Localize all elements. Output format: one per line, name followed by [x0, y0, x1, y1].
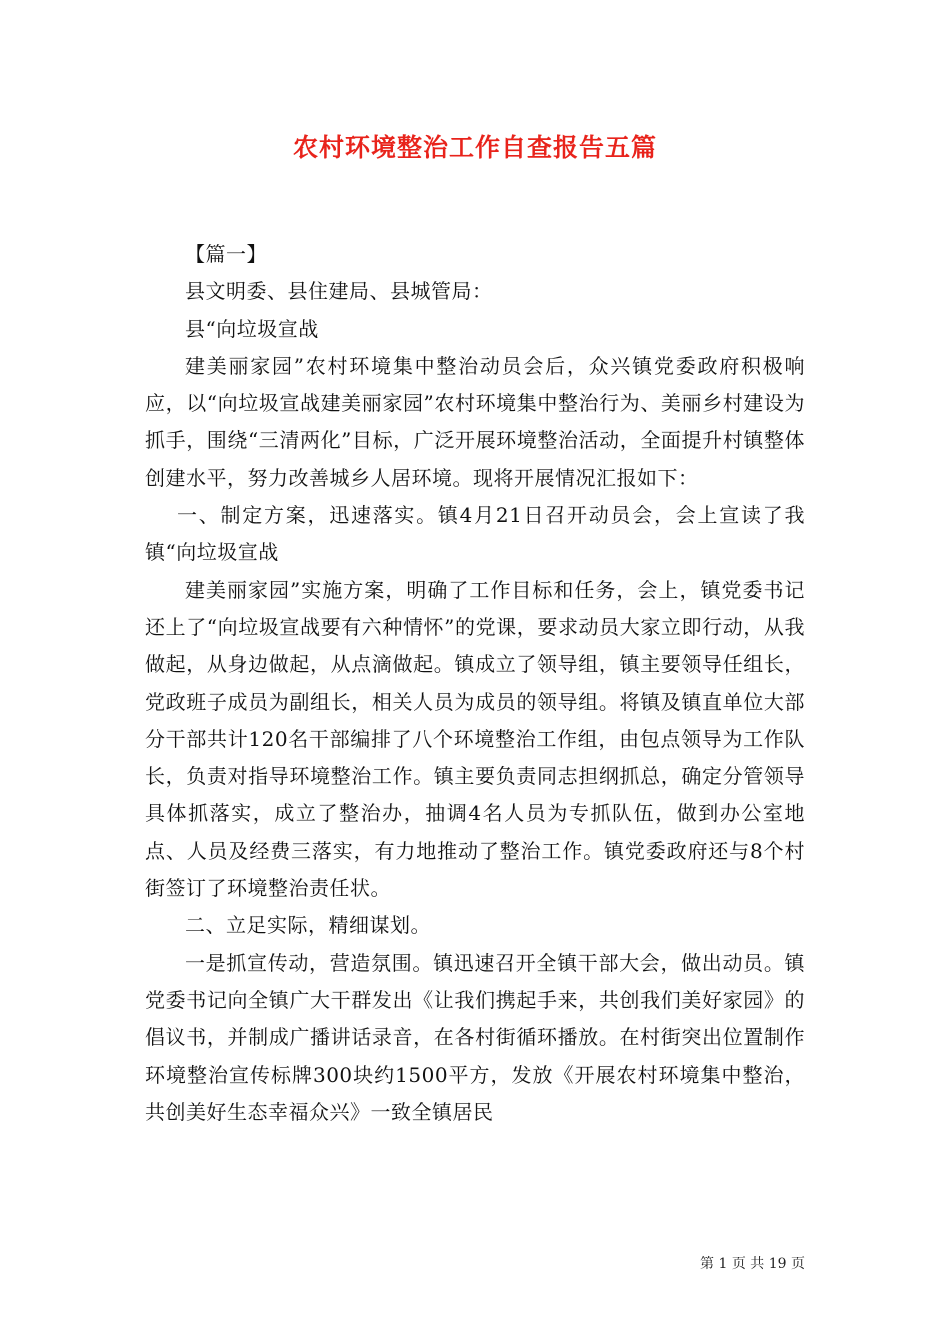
section-label: 【篇一】	[185, 242, 267, 266]
paragraph: 县“向垃圾宣战	[185, 316, 319, 341]
document-title: 农村环境整治工作自查报告五篇	[292, 133, 657, 162]
paragraph: 建美丽家园”农村环境集中整治动员会后，众兴镇党委政府积极响应，以“向垃圾宣战建美丽家园”农村环境集中整治行为、美丽乡村建设为抓手，围绕“三清两化”目标，广泛开展环境整治活动，全面提升村镇整体创建水平，努力改善城乡人居环境。现将开展情况汇报如下：	[145, 353, 805, 490]
document-body	[145, 236, 805, 1131]
paragraph: 一是抓宣传动，营造氛围。镇迅速召开全镇干部大会，做出动员。镇党委书记向全镇广大干群发出《让我们携起手来，共创我们美好家园》的倡议书，并制成广播讲话录音，在各村街循环播放。在村街突出位置制作环境整治宣传标牌300块约1500平方，发放《开展农村环境集中整治，共创美好生态幸福众兴》一致全镇居民	[145, 950, 805, 1124]
paragraph: 建美丽家园”实施方案，明确了工作目标和任务，会上，镇党委书记还上了“向垃圾宣战要有六种情怀”的党课，要求动员大家立即行动，从我做起，从身边做起，从点滴做起。镇成立了领导组，镇主要领导任组长，党政班子成员为副组长，相关人员为成员的领导组。将镇及镇直单位大部分干部共计120名干部编排了八个环境整治工作组，由包点领导为工作队长，负责对指导环境整治工作。镇主要负责同志担纲抓总，确定分管领导具体抓落实，成立了整治办，抽调4名人员为专抓队伍，做到办公室地点、人员及经费三落实，有力地推动了整治工作。镇党委政府还与8个村街签订了环境整治责任状。	[145, 577, 805, 901]
subsection-heading: 二、立足实际，精细谋划。	[185, 913, 431, 938]
salutation: 县文明委、县住建局、县城管局：	[185, 279, 493, 304]
paragraph: 一、制定方案，迅速落实。镇4月21日召开动员会，会上宣读了我镇“向垃圾宣战	[145, 503, 805, 565]
page-number: 第 1 页 共 19 页	[700, 1256, 805, 1272]
